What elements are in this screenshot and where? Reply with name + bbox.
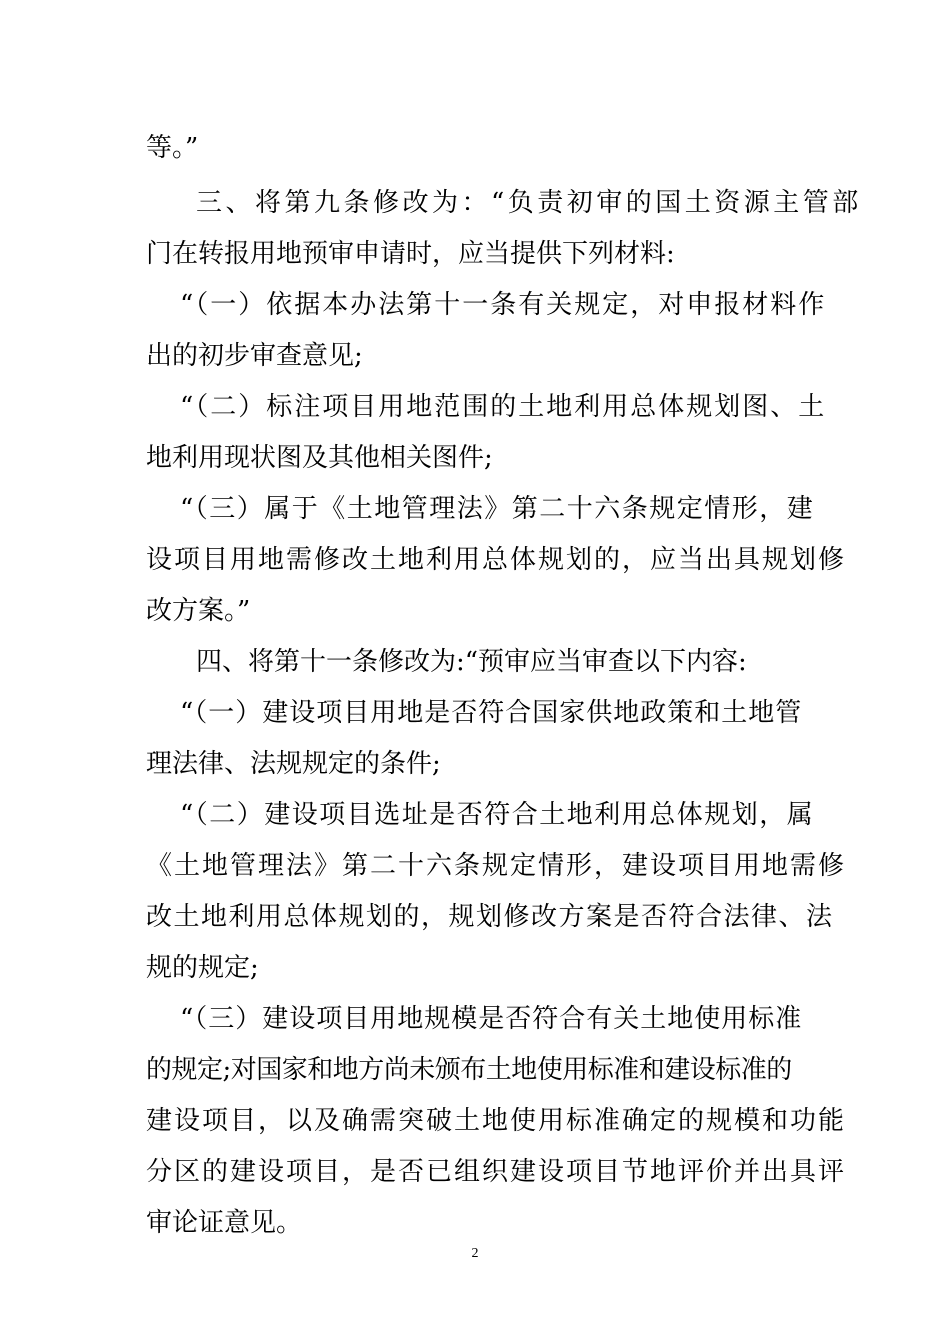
- text-line: 改土地利用总体规划的，规划修改方案是否符合法律、法: [146, 902, 834, 932]
- text-line: “（一）建设项目用地是否符合国家供地政策和土地管: [180, 698, 803, 728]
- text-line: “（三）属于《土地管理法》第二十六条规定情形，建: [180, 494, 815, 524]
- page-number: 2: [471, 1246, 479, 1261]
- text-line: 规的规定;: [146, 953, 259, 983]
- text-line: “（一）依据本办法第十一条有关规定，对申报材料作: [180, 290, 827, 320]
- text-line: “（二）标注项目用地范围的土地利用总体规划图、土: [180, 392, 827, 422]
- text-line: 理法律、法规规定的条件;: [146, 749, 441, 779]
- text-line: 的规定;对国家和地方尚未颁布土地使用标准和建设标准的: [146, 1055, 792, 1085]
- text-line: 四、将第十一条修改为:“预审应当审查以下内容:: [196, 647, 747, 677]
- text-line: 等。”: [146, 133, 199, 163]
- text-line: 《土地管理法》第二十六条规定情形，建设项目用地需修: [146, 851, 847, 881]
- text-line: 地利用现状图及其他相关图件;: [146, 443, 493, 473]
- text-line: 设项目用地需修改土地利用总体规划的，应当出具规划修: [146, 545, 847, 575]
- text-line: 门在转报用地预审申请时，应当提供下列材料:: [146, 239, 675, 269]
- text-line: 审论证意见。: [146, 1208, 303, 1238]
- text-line: 改方案。”: [146, 596, 251, 626]
- text-line: “（二）建设项目选址是否符合土地利用总体规划，属: [180, 800, 815, 830]
- text-line: 建设项目，以及确需突破土地使用标准确定的规模和功能: [146, 1106, 847, 1136]
- text-line: “（三）建设项目用地规模是否符合有关土地使用标准: [180, 1004, 803, 1034]
- text-line: 三、将第九条修改为：“负责初审的国土资源主管部: [196, 188, 862, 218]
- text-line: 分区的建设项目，是否已组织建设项目节地评价并出具评: [146, 1157, 847, 1187]
- text-line: 出的初步审查意见;: [146, 341, 363, 371]
